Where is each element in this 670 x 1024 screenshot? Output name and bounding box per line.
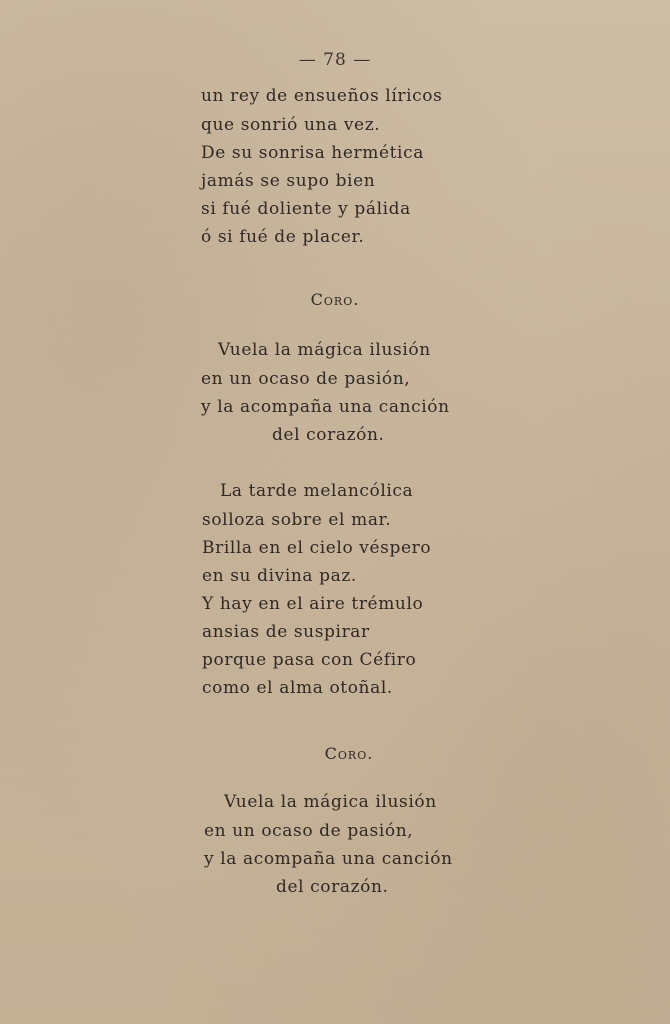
chorus-line: Vuela la mágica ilusión xyxy=(224,792,437,812)
verse-line: solloza sobre el mar. xyxy=(202,510,392,530)
verse-line: La tarde melancólica xyxy=(220,481,414,501)
verse-line: ansias de suspirar xyxy=(202,622,370,642)
chorus-line: Vuela la mágica ilusión xyxy=(218,340,431,360)
chorus-line: en un ocaso de pasión, xyxy=(201,369,411,389)
verse-line: jamás se supo bien xyxy=(201,171,376,191)
verse-line: como el alma otoñal. xyxy=(202,678,393,698)
verse-line: porque pasa con Céfiro xyxy=(202,650,417,670)
verse-line: en su divina paz. xyxy=(202,566,357,586)
chorus-line: del corazón. xyxy=(276,877,389,897)
verse-line: que sonrió una vez. xyxy=(201,115,381,135)
verse-line: un rey de ensueños líricos xyxy=(201,86,443,106)
verse-line: De su sonrisa hermética xyxy=(201,143,424,163)
verse-line: Brilla en el cielo véspero xyxy=(202,538,432,558)
chorus-line: del corazón. xyxy=(272,425,385,445)
chorus-heading: Coro. xyxy=(310,290,360,309)
verse-line: si fué doliente y pálida xyxy=(201,199,411,219)
chorus-line: y la acompaña una canción xyxy=(204,849,453,869)
chorus-line: en un ocaso de pasión, xyxy=(204,821,414,841)
chorus-line: y la acompaña una canción xyxy=(201,397,450,417)
verse-line: ó si fué de placer. xyxy=(201,227,365,247)
chorus-heading: Coro. xyxy=(324,744,374,763)
page-number: — 78 — xyxy=(298,50,372,70)
verse-line: Y hay en el aire trémulo xyxy=(202,594,424,614)
